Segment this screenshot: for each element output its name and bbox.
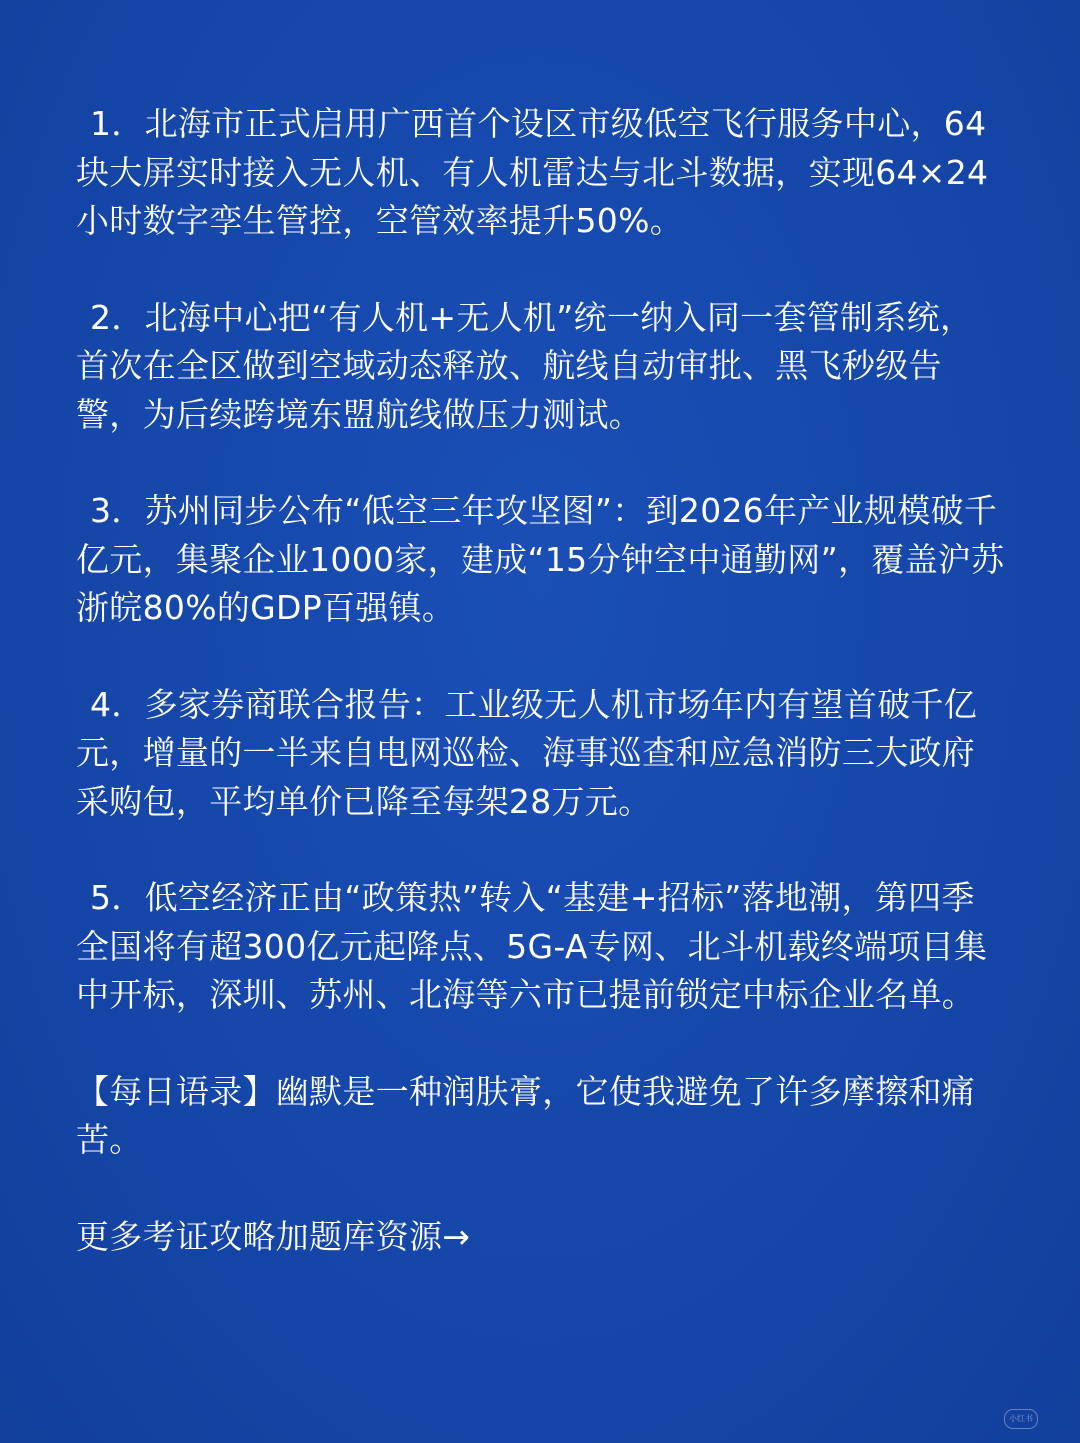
item-text: 低空经济正由“政策热”转入“基建+招标”落地潮，第四季全国将有超300亿元起降点、5G-A专网、北斗机载终端项目集中开标，深圳、苏州、北海等六市已提前锁定中标企业名单。 [76, 878, 988, 1014]
article-body [76, 100, 1006, 1261]
item-number: 1． [90, 104, 145, 143]
item-number: 2． [90, 297, 145, 337]
item-text: 北海市正式启用广西首个设区市级低空飞行服务中心，64块大屏实时接入无人机、有人机雷达与北斗数据，实现64×24小时数字孪生管控，空管效率提升50%。 [76, 104, 989, 240]
item-text: 北海中心把“有人机+无人机”统一纳入同一套管制系统，首次在全区做到空域动态释放、航线自动审批、黑飞秒级告警，为后续跨境东盟航线做压力测试。 [76, 297, 974, 434]
item-number: 3． [90, 491, 145, 530]
item-number: 5． [90, 878, 145, 917]
watermark-logo: 小红书 [1004, 1409, 1038, 1429]
item-number: 4． [90, 684, 145, 724]
news-item-5 [76, 874, 1006, 1020]
daily-quote: 【每日语录】幽默是一种润肤膏，它使我避免了许多摩擦和痛苦。 [76, 1071, 976, 1159]
item-text: 多家券商联合报告：工业级无人机市场年内有望首破千亿元，增量的一半来自电网巡检、海事巡查和应急消防三大政府采购包，平均单价已降至每架28万元。 [76, 684, 978, 821]
news-item-3 [76, 487, 1006, 633]
item-text: 苏州同步公布“低空三年攻坚图”：到2026年产业规模破千亿元，集聚企业1000家，建成“15分钟空中通勤网”，覆盖沪苏浙皖80%的GDP百强镇。 [76, 491, 1005, 627]
news-item-2 [76, 294, 1006, 440]
news-item-1 [76, 100, 1006, 246]
news-item-4 [76, 681, 1006, 827]
more-resources-link[interactable]: 更多考证攻略加题库资源→ [76, 1216, 471, 1256]
